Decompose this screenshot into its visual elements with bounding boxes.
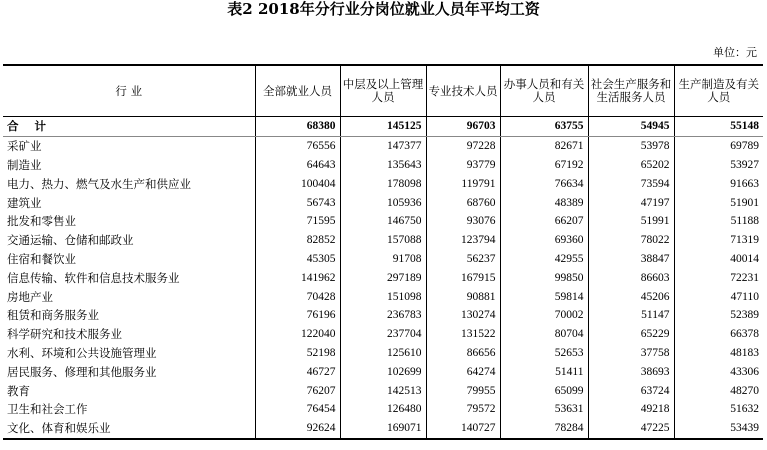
- wage-cell: 146750: [340, 212, 426, 231]
- wage-cell: 91663: [674, 174, 763, 193]
- industry-cell: 房地产业: [7, 289, 53, 304]
- header-industry: 行 业: [3, 65, 255, 117]
- wage-cell: 51188: [674, 212, 763, 231]
- wage-cell: 66378: [674, 325, 763, 344]
- wage-cell: 167915: [426, 268, 500, 287]
- wage-cell: 86656: [426, 344, 500, 363]
- wage-cell: 100404: [255, 174, 340, 193]
- wage-cell: 96703: [426, 117, 500, 137]
- wage-cell: 86603: [588, 268, 674, 287]
- wage-table: [3, 64, 763, 440]
- wage-cell: 80704: [500, 325, 588, 344]
- wage-cell: 69789: [674, 136, 763, 155]
- wage-cell: 63724: [588, 381, 674, 400]
- wage-cell: 51991: [588, 212, 674, 231]
- wage-cell: 147377: [340, 136, 426, 155]
- wage-cell: 73594: [588, 174, 674, 193]
- industry-cell: 建筑业: [7, 195, 42, 210]
- wage-cell: 42955: [500, 250, 588, 269]
- wage-cell: 48389: [500, 193, 588, 212]
- table-row: [3, 250, 763, 269]
- wage-cell: 70002: [500, 306, 588, 325]
- wage-cell: 38693: [588, 362, 674, 381]
- table-row: [3, 287, 763, 306]
- wage-cell: 125610: [340, 344, 426, 363]
- wage-cell: 53927: [674, 156, 763, 175]
- table-row: [3, 268, 763, 287]
- table-row: [3, 419, 763, 439]
- wage-cell: 68760: [426, 193, 500, 212]
- unit-label: 单位：元: [713, 46, 757, 59]
- wage-cell: 76634: [500, 174, 588, 193]
- wage-cell: 65202: [588, 156, 674, 175]
- industry-cell: 制造业: [7, 157, 42, 172]
- wage-cell: 38847: [588, 250, 674, 269]
- industry-cell: 居民服务、修理和其他服务业: [7, 364, 157, 379]
- wage-cell: 90881: [426, 287, 500, 306]
- wage-cell: 51411: [500, 362, 588, 381]
- wage-cell: 52198: [255, 344, 340, 363]
- wage-cell: 68380: [255, 117, 340, 137]
- industry-cell: 卫生和社会工作: [7, 402, 88, 417]
- industry-cell: 电力、热力、燃气及水生产和供应业: [7, 176, 191, 191]
- wage-cell: 131522: [426, 325, 500, 344]
- total-row: [3, 117, 763, 137]
- wage-cell: 71595: [255, 212, 340, 231]
- wage-cell: 71319: [674, 231, 763, 250]
- header-managers: 中层及以上管理人员: [340, 65, 426, 117]
- industry-cell: 水利、环境和公共设施管理业: [7, 345, 157, 360]
- wage-cell: 72231: [674, 268, 763, 287]
- table-row: [3, 174, 763, 193]
- wage-cell: 76196: [255, 306, 340, 325]
- header-all-employed: 全部就业人员: [255, 65, 340, 117]
- wage-cell: 76207: [255, 381, 340, 400]
- table-row: [3, 325, 763, 344]
- wage-cell: 45206: [588, 287, 674, 306]
- wage-cell: 56743: [255, 193, 340, 212]
- wage-cell: 237704: [340, 325, 426, 344]
- wage-cell: 130274: [426, 306, 500, 325]
- table-row: [3, 212, 763, 231]
- wage-cell: 157088: [340, 231, 426, 250]
- wage-cell: 51147: [588, 306, 674, 325]
- wage-cell: 91708: [340, 250, 426, 269]
- header-row: [3, 65, 763, 117]
- wage-cell: 119791: [426, 174, 500, 193]
- wage-cell: 82671: [500, 136, 588, 155]
- wage-cell: 102699: [340, 362, 426, 381]
- wage-cell: 76556: [255, 136, 340, 155]
- wage-cell: 66207: [500, 212, 588, 231]
- wage-cell: 97228: [426, 136, 500, 155]
- wage-cell: 122040: [255, 325, 340, 344]
- header-production-workers: 生产制造及有关人员: [674, 65, 763, 117]
- wage-cell: 49218: [588, 400, 674, 419]
- wage-cell: 64274: [426, 362, 500, 381]
- wage-cell: 46727: [255, 362, 340, 381]
- wage-cell: 151098: [340, 287, 426, 306]
- table-row: [3, 400, 763, 419]
- industry-cell: 交通运输、仓储和邮政业: [7, 233, 134, 248]
- wage-cell: 82852: [255, 231, 340, 250]
- wage-cell: 48183: [674, 344, 763, 363]
- wage-cell: 51901: [674, 193, 763, 212]
- wage-cell: 126480: [340, 400, 426, 419]
- wage-cell: 142513: [340, 381, 426, 400]
- wage-cell: 93076: [426, 212, 500, 231]
- wage-cell: 59814: [500, 287, 588, 306]
- wage-cell: 43306: [674, 362, 763, 381]
- wage-cell: 40014: [674, 250, 763, 269]
- table-row: [3, 362, 763, 381]
- industry-cell: 批发和零售业: [7, 214, 76, 229]
- wage-cell: 141962: [255, 268, 340, 287]
- table-row: [3, 156, 763, 175]
- wage-cell: 64643: [255, 156, 340, 175]
- wage-cell: 105936: [340, 193, 426, 212]
- wage-cell: 76454: [255, 400, 340, 419]
- wage-cell: 297189: [340, 268, 426, 287]
- wage-cell: 56237: [426, 250, 500, 269]
- wage-cell: 65229: [588, 325, 674, 344]
- industry-cell: 合 计: [3, 117, 255, 137]
- header-clerks: 办事人员和有关人员: [500, 65, 588, 117]
- wage-cell: 65099: [500, 381, 588, 400]
- wage-cell: 54945: [588, 117, 674, 137]
- table-row: [3, 136, 763, 155]
- wage-cell: 48270: [674, 381, 763, 400]
- wage-cell: 123794: [426, 231, 500, 250]
- wage-cell: 51632: [674, 400, 763, 419]
- header-service-workers: 社会生产服务和生活服务人员: [588, 65, 674, 117]
- table-row: [3, 231, 763, 250]
- wage-cell: 78284: [500, 419, 588, 439]
- wage-cell: 53439: [674, 419, 763, 439]
- industry-cell: 住宿和餐饮业: [7, 251, 76, 266]
- wage-cell: 53631: [500, 400, 588, 419]
- wage-cell: 55148: [674, 117, 763, 137]
- wage-cell: 47225: [588, 419, 674, 439]
- table-row: [3, 306, 763, 325]
- wage-cell: 135643: [340, 156, 426, 175]
- wage-cell: 37758: [588, 344, 674, 363]
- header-professionals: 专业技术人员: [426, 65, 500, 117]
- wage-cell: 45305: [255, 250, 340, 269]
- table-row: [3, 381, 763, 400]
- wage-cell: 47110: [674, 287, 763, 306]
- wage-cell: 47197: [588, 193, 674, 212]
- wage-cell: 99850: [500, 268, 588, 287]
- wage-cell: 53978: [588, 136, 674, 155]
- wage-cell: 178098: [340, 174, 426, 193]
- wage-cell: 52389: [674, 306, 763, 325]
- wage-cell: 63755: [500, 117, 588, 137]
- wage-cell: 79955: [426, 381, 500, 400]
- wage-cell: 140727: [426, 419, 500, 439]
- wage-cell: 92624: [255, 419, 340, 439]
- wage-cell: 93779: [426, 156, 500, 175]
- industry-cell: 信息传输、软件和信息技术服务业: [7, 270, 180, 285]
- wage-cell: 52653: [500, 344, 588, 363]
- industry-cell: 租赁和商务服务业: [7, 308, 99, 323]
- wage-cell: 78022: [588, 231, 674, 250]
- wage-cell: 145125: [340, 117, 426, 137]
- industry-cell: 采矿业: [7, 139, 42, 154]
- wage-cell: 169071: [340, 419, 426, 439]
- wage-cell: 67192: [500, 156, 588, 175]
- industry-cell: 文化、体育和娱乐业: [7, 421, 111, 436]
- wage-cell: 79572: [426, 400, 500, 419]
- wage-cell: 236783: [340, 306, 426, 325]
- industry-cell: 教育: [7, 383, 30, 398]
- table-title: 表2 2018年分行业分岗位就业人员年平均工资: [227, 0, 540, 18]
- wage-cell: 70428: [255, 287, 340, 306]
- industry-cell: 科学研究和技术服务业: [7, 327, 122, 342]
- table-row: [3, 193, 763, 212]
- table-row: [3, 344, 763, 363]
- wage-cell: 69360: [500, 231, 588, 250]
